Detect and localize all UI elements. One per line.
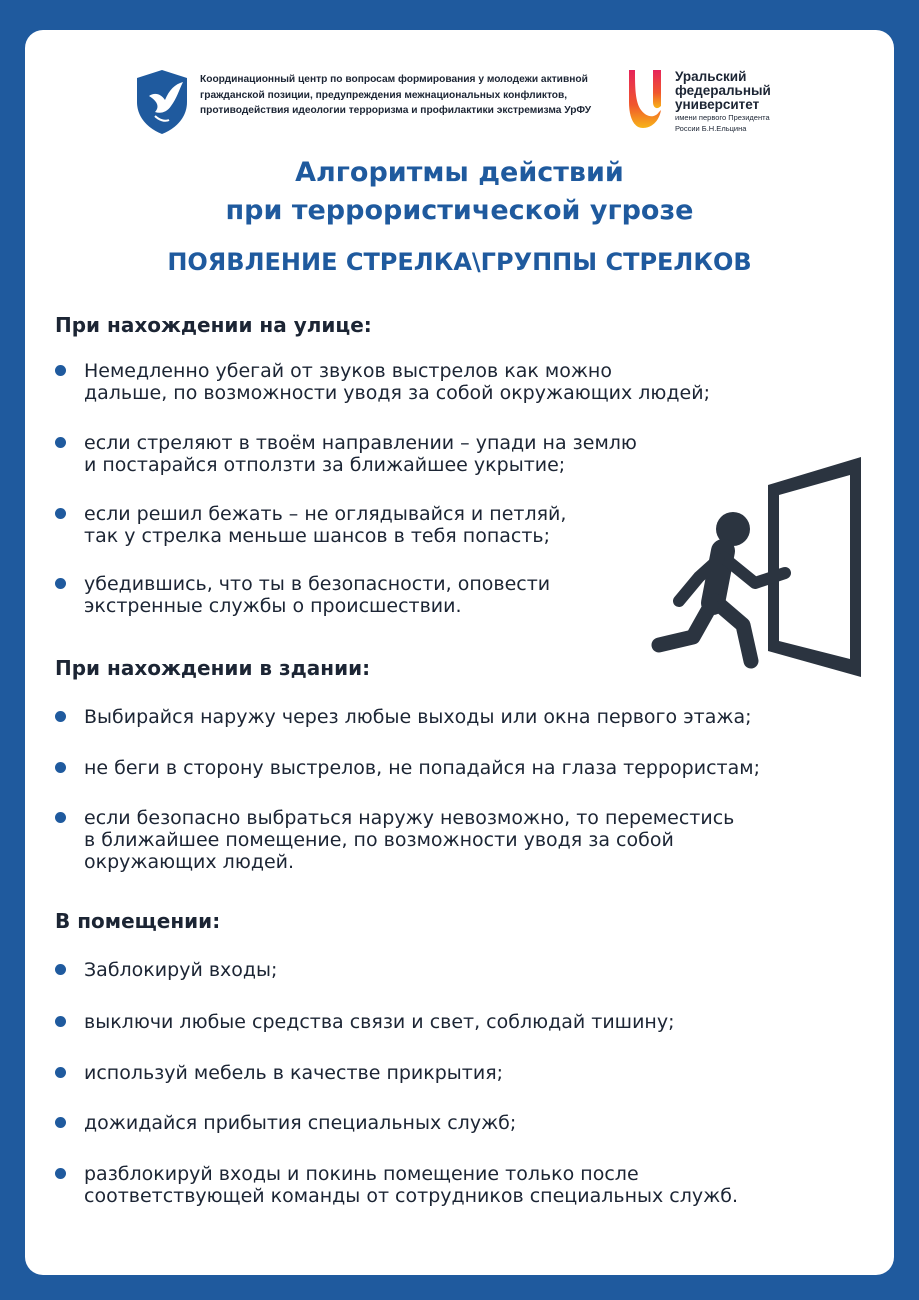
urfu-name-line: федеральный [675,83,771,98]
list-item-text: разблокируй входы и покинь помещение только после [84,1163,639,1185]
bullet-icon [55,711,66,722]
bullet-icon [55,1067,66,1078]
list-item-text: используй мебель в качестве прикрытия; [84,1062,504,1084]
urfu-sub-line: России Б.Н.Ельцина [675,123,747,133]
bullet-icon [55,1117,66,1128]
bullet-icon [55,1168,66,1179]
section-heading-street: При нахождении на улице: [55,313,372,337]
poster-subtitle: ПОЯВЛЕНИЕ СТРЕЛКА\ГРУППЫ СТРЕЛКОВ [167,248,752,276]
org-description [200,72,620,119]
list-item-text: если решил бежать – не оглядывайся и петляй, [84,503,567,525]
bullet-icon [55,578,66,589]
list-item [55,807,734,873]
list-item-text: дожидайся прибытия специальных служб; [84,1112,517,1134]
bullet-icon [55,365,66,376]
urfu-name-line: университет [675,97,760,112]
bullet-icon [55,964,66,975]
urfu-sub-line: имени первого Президента [675,113,770,122]
poster-title [25,154,894,230]
list-item-text: окружающих людей. [84,851,295,873]
list-item-text: Немедленно убегай от звуков выстрелов как можно [84,360,612,382]
list-item [55,757,760,779]
list-item [55,706,752,728]
org-line: Координационный центр по вопросам формирования у молодежи активной [200,74,588,85]
bullet-icon [55,1016,66,1027]
org-line: противодействия идеологии терроризма и профилактики экстремизма УрФУ [200,105,592,116]
list-item [55,432,637,476]
list-item-text: экстренные службы о происшествии. [84,595,462,617]
list-item-text: если стреляют в твоём направлении – упади на землю [84,432,637,454]
bullet-icon [55,508,66,519]
bullet-icon [55,762,66,773]
list-item-text: дальше, по возможности уводя за собой окружающих людей; [84,382,710,404]
urfu-logo-icon [625,66,665,132]
list-item-text: так у стрелка меньше шансов в тебя попасть; [84,525,551,547]
list-item-text: соответствующей команды от сотрудников специальных служб. [84,1185,738,1207]
list-item-text: не беги в сторону выстрелов, не попадайся на глаза террористам; [84,757,760,779]
list-item [55,503,566,547]
poster [25,30,894,1275]
list-item-text: в ближайшее помещение, по возможности уводя за собой [84,829,674,851]
list-item [55,1112,516,1134]
title-line: при террористической угрозе [225,195,694,226]
list-item-text: если безопасно выбраться наружу невозможно, то переместись [84,807,735,829]
urfu-name-line: Уральский [675,69,747,84]
bullet-icon [55,812,66,823]
list-item [55,1011,674,1033]
list-item-text: убедившись, что ты в безопасности, оповести [84,573,551,595]
list-item-text: и постарайся отползти за ближайшее укрытие; [84,454,566,476]
bullet-icon [55,437,66,448]
list-item [55,959,277,981]
list-item [55,573,550,617]
list-item-text: Выбирайся наружу через любые выходы или окна первого этажа; [84,706,752,728]
list-item [55,360,710,404]
list-item-text: Заблокируй входы; [84,959,278,981]
running-exit-door-icon [643,455,868,680]
list-item-text: выключи любые средства связи и свет, соблюдай тишину; [84,1011,675,1033]
urfu-wordmark [675,70,835,133]
title-line: Алгоритмы действий [295,157,624,188]
dove-shield-logo-icon [135,68,189,136]
org-line: гражданской позиции, предупреждения межнациональных конфликтов, [200,89,568,101]
list-item [55,1062,503,1084]
list-item [55,1163,738,1207]
section-heading-room: В помещении: [55,909,221,933]
section-heading-building: При нахождении в здании: [55,656,371,680]
